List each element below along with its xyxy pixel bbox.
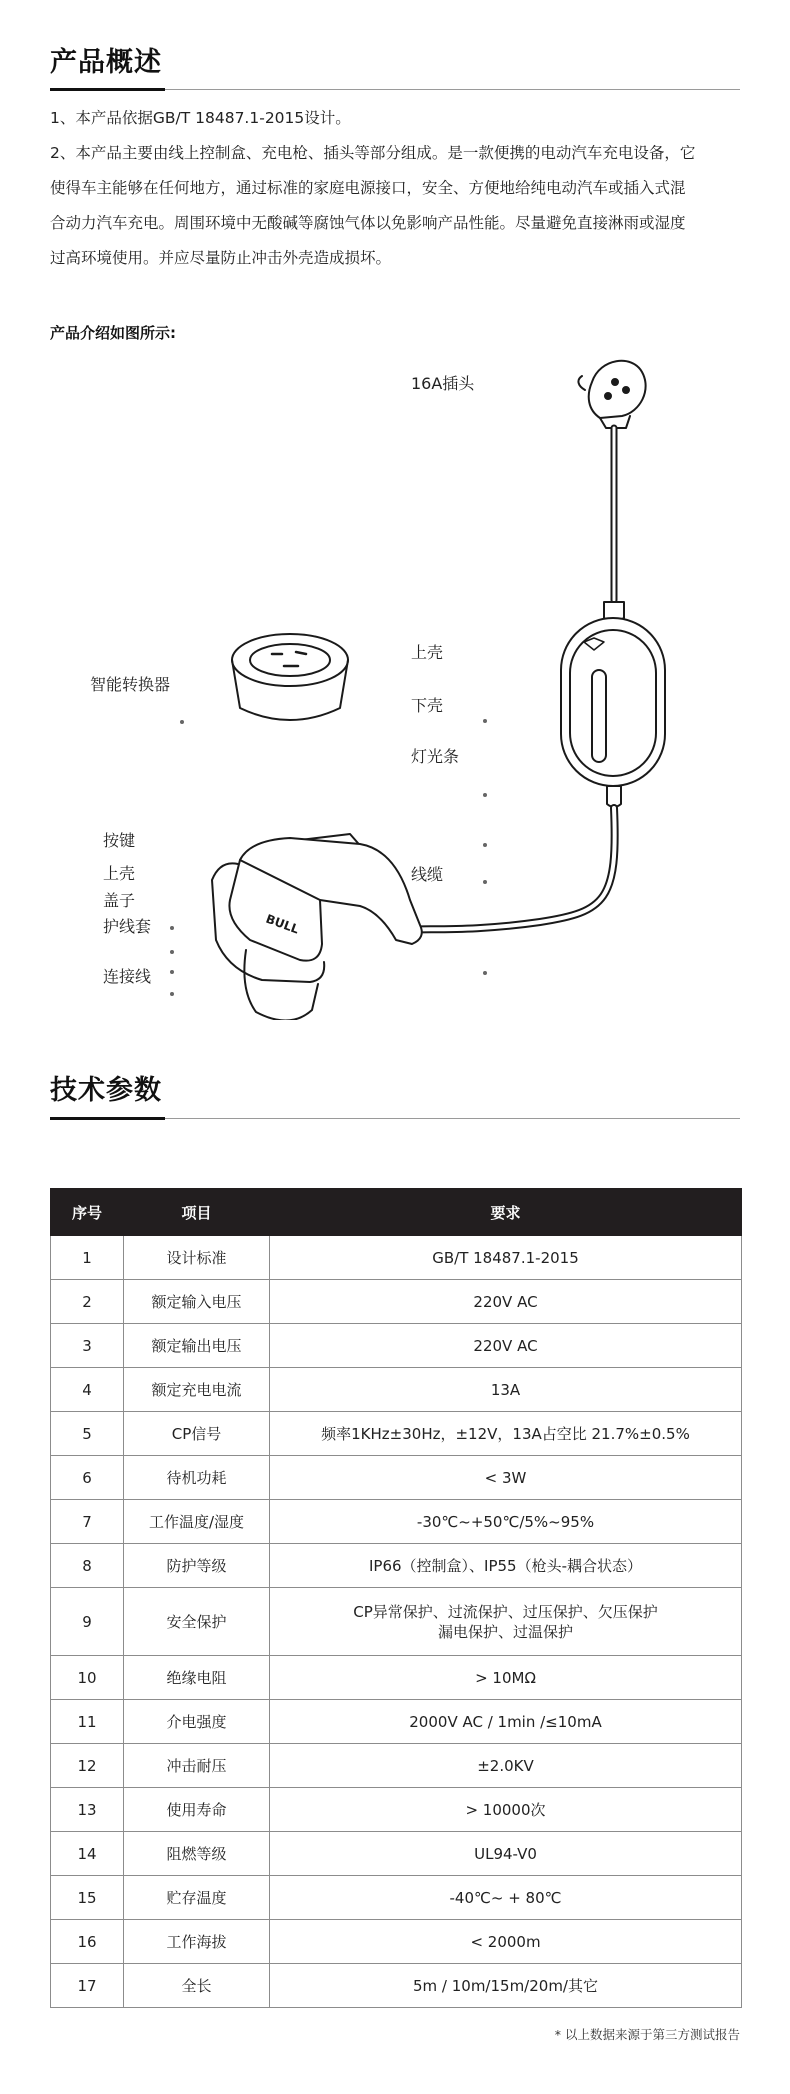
callout-wire-sleeve: 护线套 <box>103 917 152 936</box>
row-item: 使用寿命 <box>124 1788 270 1832</box>
callout-gun-upper-shell: 上壳 <box>103 864 136 883</box>
row-no: 7 <box>51 1500 124 1544</box>
charging-gun-icon <box>212 834 422 1020</box>
callout-upper-shell: 上壳 <box>411 643 444 662</box>
row-requirement: > 10MΩ <box>270 1656 742 1700</box>
table-row <box>51 1964 742 2008</box>
header-requirement: 要求 <box>270 1189 742 1236</box>
row-requirement-line-1: CP异常保护、过流保护、过压保护、欠压保护 <box>353 1602 658 1621</box>
row-no: 1 <box>51 1236 124 1280</box>
row-item: 冲击耐压 <box>124 1744 270 1788</box>
callout-connecting-wire: 连接线 <box>103 967 152 986</box>
callout-smart-adapter: 智能转换器 <box>90 675 171 694</box>
row-requirement: > 10000次 <box>270 1788 742 1832</box>
row-item: 防护等级 <box>124 1544 270 1588</box>
table-row <box>51 1280 742 1324</box>
row-item: 设计标准 <box>124 1236 270 1280</box>
row-item: 额定输出电压 <box>124 1324 270 1368</box>
table-row <box>51 1744 742 1788</box>
row-no: 11 <box>51 1700 124 1744</box>
smart-adapter-icon <box>232 634 348 720</box>
overview-text <box>50 101 742 276</box>
row-requirement: 13A <box>270 1368 742 1412</box>
row-item: 绝缘电阻 <box>124 1656 270 1700</box>
overview-title: 产品概述 <box>50 47 162 78</box>
table-row <box>51 1500 742 1544</box>
footnote: * 以上数据来源于第三方测试报告 <box>554 2027 740 2042</box>
table-row <box>51 1368 742 1412</box>
row-item: 阻燃等级 <box>124 1832 270 1876</box>
table-row <box>51 1920 742 1964</box>
row-item: 安全保护 <box>124 1588 270 1656</box>
row-no: 8 <box>51 1544 124 1588</box>
row-requirement: 频率1KHz±30Hz，±12V，13A占空比 21.7%±0.5% <box>270 1412 742 1456</box>
row-item: 工作海拔 <box>124 1920 270 1964</box>
row-item: 工作温度/湿度 <box>124 1500 270 1544</box>
overview-para-2-line-1: 2、本产品主要由线上控制盒、充电枪、插头等部分组成。是一款便携的电动汽车充电设备，它 <box>50 144 696 162</box>
row-no: 3 <box>51 1324 124 1368</box>
row-no: 10 <box>51 1656 124 1700</box>
callout-16a-plug: 16A插头 <box>411 374 475 393</box>
row-no: 4 <box>51 1368 124 1412</box>
row-no: 2 <box>51 1280 124 1324</box>
table-row <box>51 1588 742 1656</box>
table-row <box>51 1544 742 1588</box>
row-item: 待机功耗 <box>124 1456 270 1500</box>
spec-title-underline <box>50 1117 165 1120</box>
row-requirement: 220V AC <box>270 1280 742 1324</box>
overview-para-1: 1、本产品依据GB/T 18487.1-2015设计。 <box>50 109 351 127</box>
overview-para-2-line-2: 使得车主能够在任何地方，通过标准的家庭电源接口，安全、方便地给纯电动汽车或插入式混 <box>50 179 686 197</box>
spec-table <box>50 1188 742 2008</box>
row-no: 9 <box>51 1588 124 1656</box>
plug-head-icon <box>578 361 645 428</box>
svg-text:BULL: BULL <box>263 911 301 937</box>
row-item: 贮存温度 <box>124 1876 270 1920</box>
overview-title-underline <box>50 88 165 91</box>
row-requirement: 220V AC <box>270 1324 742 1368</box>
row-no: 17 <box>51 1964 124 2008</box>
callout-button: 按键 <box>103 831 136 850</box>
table-row <box>51 1656 742 1700</box>
row-item: 额定输入电压 <box>124 1280 270 1324</box>
header-item: 项目 <box>124 1189 270 1236</box>
row-requirement: 2000V AC / 1min /≤10mA <box>270 1700 742 1744</box>
spec-table-header <box>51 1189 742 1236</box>
row-item: 全长 <box>124 1964 270 2008</box>
callout-cover: 盖子 <box>103 891 136 910</box>
row-requirement: IP66（控制盒）、IP55（枪头-耦合状态） <box>270 1544 742 1588</box>
row-item: 额定充电电流 <box>124 1368 270 1412</box>
row-requirement-multiline <box>270 1588 742 1656</box>
callout-light-bar: 灯光条 <box>411 747 460 766</box>
row-requirement: UL94-V0 <box>270 1832 742 1876</box>
row-no: 5 <box>51 1412 124 1456</box>
row-requirement: < 3W <box>270 1456 742 1500</box>
row-requirement: 5m / 10m/15m/20m/其它 <box>270 1964 742 2008</box>
callout-lower-shell: 下壳 <box>411 696 444 715</box>
row-item: CP信号 <box>124 1412 270 1456</box>
row-no: 16 <box>51 1920 124 1964</box>
control-box-icon <box>561 618 665 786</box>
table-row <box>51 1788 742 1832</box>
table-row <box>51 1832 742 1876</box>
table-row <box>51 1700 742 1744</box>
spec-title: 技术参数 <box>50 1075 162 1106</box>
table-row <box>51 1324 742 1368</box>
row-item: 介电强度 <box>124 1700 270 1744</box>
callout-cable: 线缆 <box>411 865 444 884</box>
row-no: 6 <box>51 1456 124 1500</box>
row-requirement: -40℃~ + 80℃ <box>270 1876 742 1920</box>
row-no: 14 <box>51 1832 124 1876</box>
table-row <box>51 1236 742 1280</box>
row-no: 12 <box>51 1744 124 1788</box>
table-row <box>51 1412 742 1456</box>
row-requirement: -30℃~+50℃/5%~95% <box>270 1500 742 1544</box>
row-requirement: ±2.0KV <box>270 1744 742 1788</box>
row-requirement: GB/T 18487.1-2015 <box>270 1236 742 1280</box>
intro-label: 产品介绍如图所示: <box>50 324 176 342</box>
overview-para-2-line-3: 合动力汽车充电。周围环境中无酸碱等腐蚀气体以免影响产品性能。尽量避免直接淋雨或湿度 <box>50 214 686 232</box>
table-row <box>51 1876 742 1920</box>
table-row <box>51 1456 742 1500</box>
row-no: 15 <box>51 1876 124 1920</box>
overview-para-2-line-4: 过高环境使用。并应尽量防止冲击外壳造成损坏。 <box>50 249 392 267</box>
row-no: 13 <box>51 1788 124 1832</box>
row-requirement: < 2000m <box>270 1920 742 1964</box>
row-requirement-line-2: 漏电保护、过温保护 <box>437 1622 573 1641</box>
header-no: 序号 <box>51 1189 124 1236</box>
